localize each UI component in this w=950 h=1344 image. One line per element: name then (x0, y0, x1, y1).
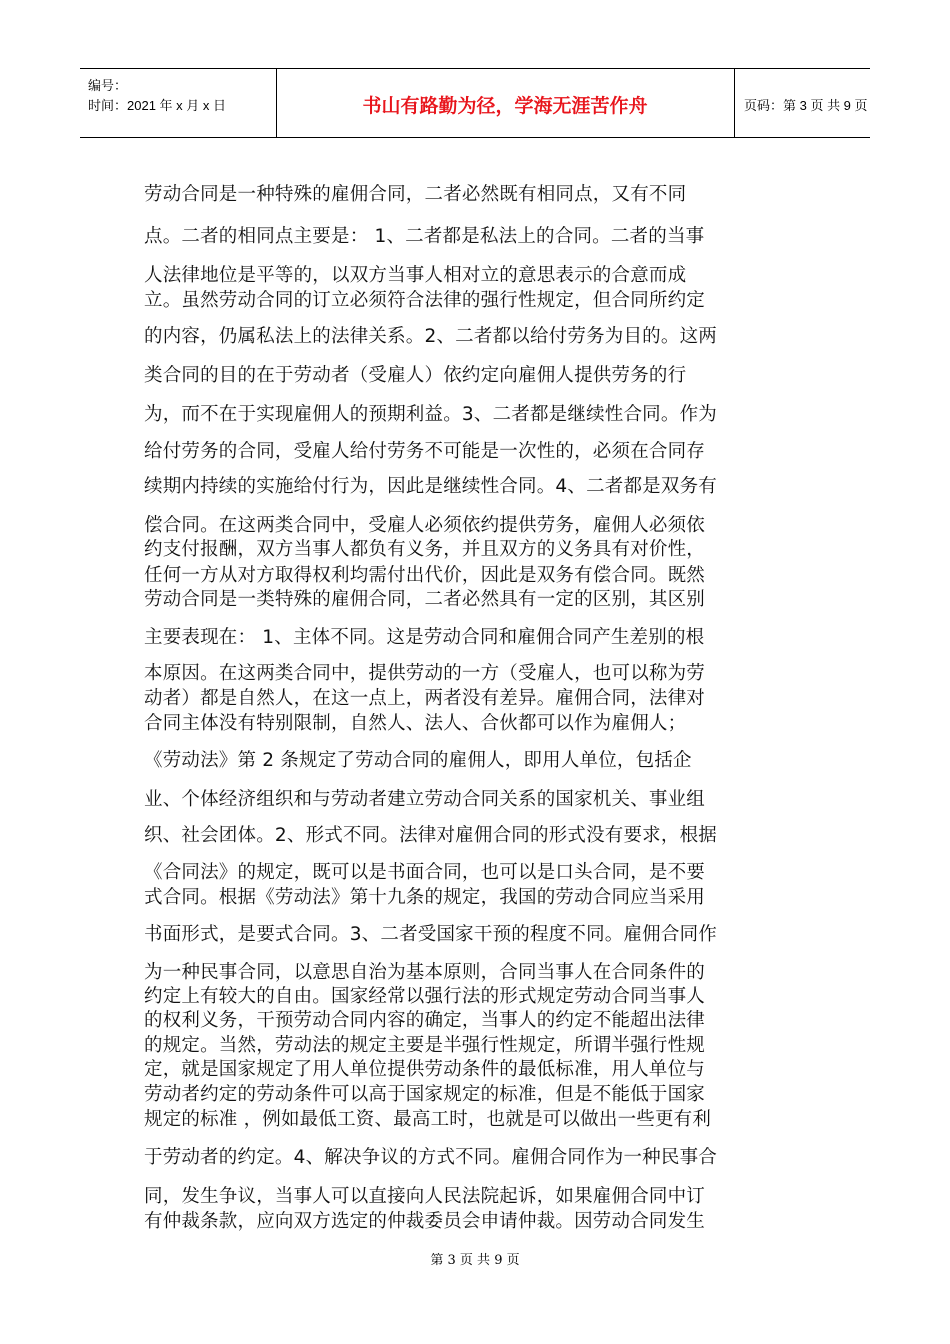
body-line: 业、个体经济组织和与劳动者建立劳动合同关系的国家机关、事业组 (144, 789, 706, 810)
body-line: 本原因。在这两类合同中，提供劳动的一方（受雇人，也可以称为劳 (144, 663, 706, 684)
header-page-info: 页码：第 3 页 共 9 页 (744, 98, 868, 113)
header-middle-cell (276, 69, 735, 137)
body-line: 书面形式，是要式合同。3、二者受国家干预的程度不同。雇佣合同作 (144, 924, 717, 945)
body-line: 有仲裁条款，应向双方选定的仲裁委员会申请仲裁。因劳动合同发生 (144, 1211, 706, 1232)
body-line: 为一种民事合同，以意思自治为基本原则，合同当事人在合同条件的 (144, 962, 706, 983)
time-label: 时间：2021 年 x 月 x 日 (88, 98, 226, 113)
body-line: 规定的标准 ，例如最低工资、最高工时，也就是可以做出一些更有利 (144, 1109, 712, 1130)
body-line: 人法律地位是平等的，以双方当事人相对立的意思表示的合意而成 (144, 265, 687, 286)
body-line: 的规定。当然，劳动法的规定主要是半强行性规定，所谓半强行性规 (144, 1035, 706, 1056)
body-line: 定，就是国家规定了用人单位提供劳动条件的最低标准，用人单位与 (144, 1059, 706, 1080)
body-line: 的权利义务，干预劳动合同内容的确定，当事人的约定不能超出法律 (144, 1010, 706, 1031)
body-line: 为，而不在于实现雇佣人的预期利益。3、二者都是继续性合同。作为 (144, 404, 717, 425)
body-line: 给付劳务的合同，受雇人给付劳务不可能是一次性的，必须在合同存 (144, 441, 706, 462)
body-line: 劳动合同是一种特殊的雇佣合同，二者必然既有相同点，又有不同 (144, 184, 687, 205)
body-line: 劳动者约定的劳动条件可以高于国家规定的标准，但是不能低于国家 (144, 1084, 706, 1105)
body-line: 式合同。根据《劳动法》第十九条的规定，我国的劳动合同应当采用 (144, 887, 706, 908)
serial-label: 编号： (88, 78, 128, 93)
body-line: 劳动合同是一类特殊的雇佣合同，二者必然具有一定的区别，其区别 (144, 589, 706, 610)
page-footer: 第 3 页 共 9 页 (430, 1253, 520, 1268)
header-left-cell (80, 69, 277, 137)
body-line: 主要表现在： 1、主体不同。这是劳动合同和雇佣合同产生差别的根 (144, 627, 705, 648)
body-line: 动者）都是自然人，在这一点上，两者没有差异。雇佣合同，法律对 (144, 688, 706, 709)
body-line: 类合同的目的在于劳动者（受雇人）依约定向雇佣人提供劳务的行 (144, 365, 687, 386)
body-line: 续期内持续的实施给付行为，因此是继续性合同。4、二者都是双务有 (144, 476, 717, 497)
header-right-cell (734, 69, 870, 137)
body-line: 于劳动者的约定。4、解决争议的方式不同。雇佣合同作为一种民事合 (144, 1147, 717, 1168)
body-line: 《劳动法》第 2 条规定了劳动合同的雇佣人，即用人单位，包括企 (144, 750, 692, 771)
body-line: 合同主体没有特别限制，自然人、法人、合伙都可以作为雇佣人； (144, 713, 687, 734)
body-line: 《合同法》的规定，既可以是书面合同，也可以是口头合同，是不要 (144, 862, 706, 883)
body-line: 任何一方从对方取得权利均需付出代价，因此是双务有偿合同。既然 (144, 565, 706, 586)
body-line: 同，发生争议，当事人可以直接向人民法院起诉，如果雇佣合同中订 (144, 1186, 706, 1207)
body-line: 约定上有较大的自由。国家经常以强行法的形式规定劳动合同当事人 (144, 986, 706, 1007)
body-line: 点。二者的相同点主要是： 1、二者都是私法上的合同。二者的当事 (144, 226, 705, 247)
page-header (80, 68, 870, 138)
body-line: 织、社会团体。2、形式不同。法律对雇佣合同的形式没有要求，根据 (144, 825, 717, 846)
body-line: 约支付报酬，双方当事人都负有义务，并且双方的义务具有对价性， (144, 539, 706, 560)
header-motto: 书山有路勤为径，学海无涯苦作舟 (362, 95, 648, 117)
body-line: 偿合同。在这两类合同中，受雇人必须依约提供劳务，雇佣人必须依 (144, 515, 706, 536)
body-line: 的内容，仍属私法上的法律关系。2、二者都以给付劳务为目的。这两 (144, 326, 717, 347)
body-line: 立。虽然劳动合同的订立必须符合法律的强行性规定，但合同所约定 (144, 290, 706, 311)
